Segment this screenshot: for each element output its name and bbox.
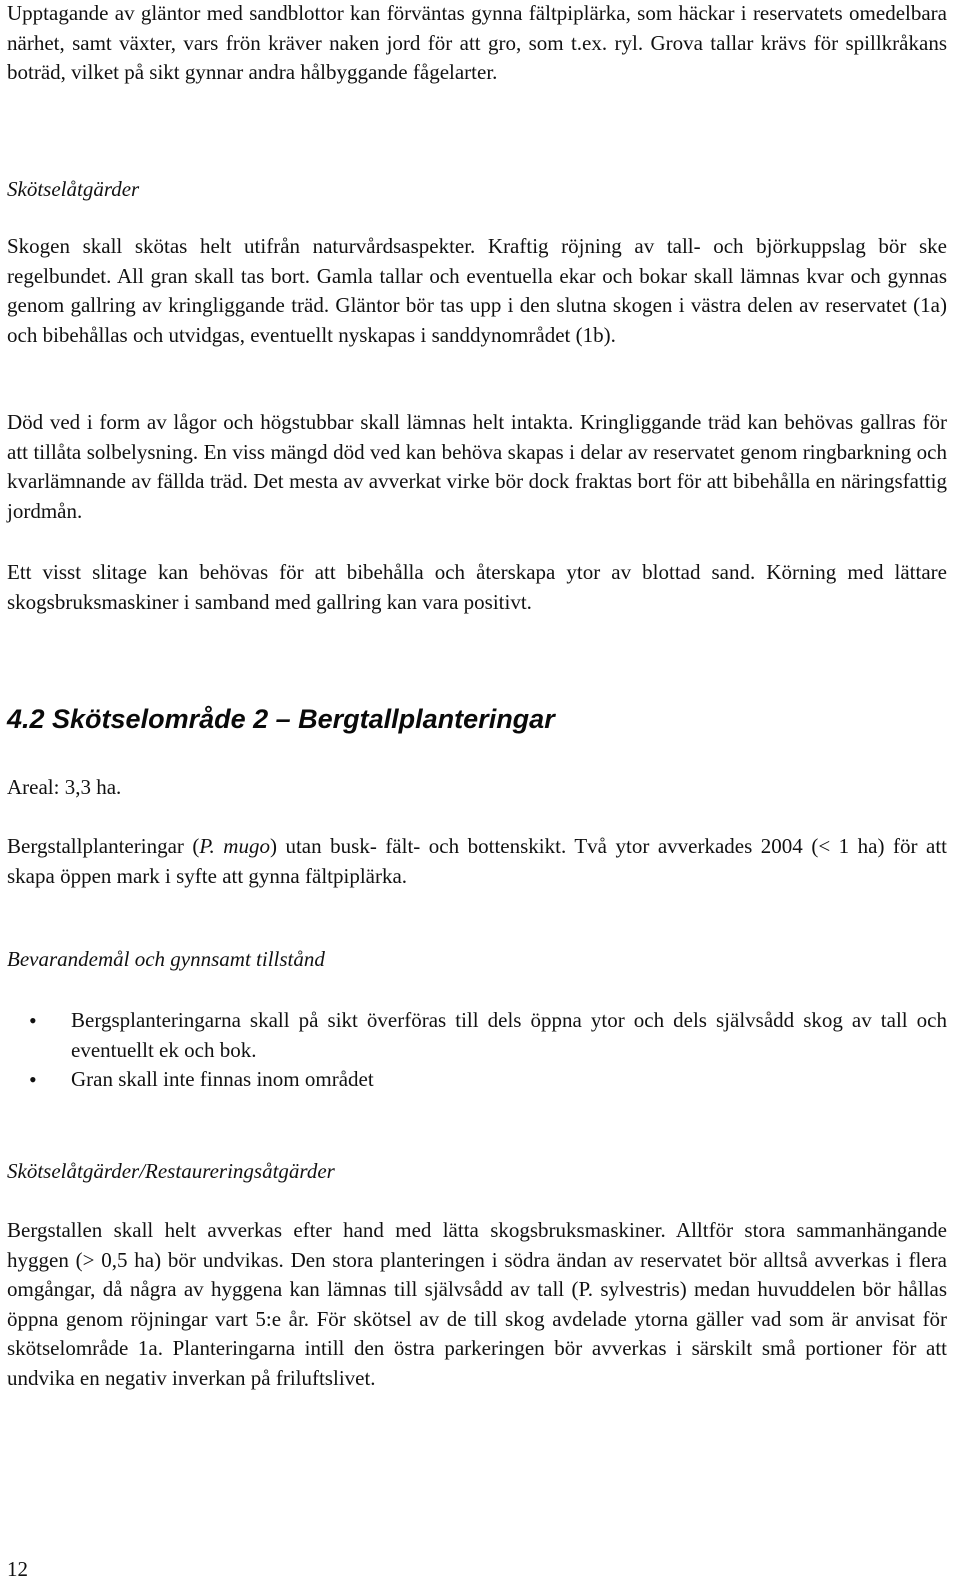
areal-block <box>7 773 947 803</box>
description-text-2: ) utan busk- fält- och bottenskikt. Två ytor avverkades 2004 (< 1 ha) för att skapa öppen mark i syfte att gynna fältpiplärka. <box>7 834 947 888</box>
page-number: 12 <box>7 1557 28 1581</box>
bullet-dot-icon: • <box>29 1008 37 1033</box>
section-heading-restaurering: Skötselåtgärder/Restaureringsåtgärder <box>7 1159 335 1183</box>
measures-paragraph: Bergstallen skall helt avverkas efter hand med lätta skogsbruksmaskiner. Alltför stora sammanhängande hyggen (> 0,5 ha) bör undvikas. Den stora planteringen i södra ändan av reservatet bör alltså avverkas i flera omgångar, då några av hyggena kan lämnas till självsådd av tall (P. sylvestris) medan huvuddelen bör hållas öppna genom röjningar vart 5:e år. För skötsel av de till skog avdelade ytorna gäller vad som är anvisat för skötselområde 1a. Planteringarna intill den östra parkeringen bör avverkas i särskilt små portioner för att undvika en negativ inverkan på friluftslivet. <box>7 1218 947 1390</box>
skotsel-paragraph-2: Död ved i form av lågor och högstubbar skall lämnas helt intakta. Kringliggande träd kan behövas gallras för att tillåta solbelysning. En viss mängd död ved kan behöva skapas i delar av reservatet genom ringbarkning och kvarlämnande av fällda träd. Det mesta av avverkat virke bör dock fraktas bort för att bibehålla en näringsfattig jordmån. <box>7 410 947 523</box>
species-name-pmugo: P. mugo <box>199 834 270 858</box>
section-heading-skotselatgarder: Skötselåtgärder <box>7 177 140 201</box>
measures-paragraph-block <box>7 1216 947 1393</box>
section-title-4-2: 4.2 Skötselområde 2 – Bergtallplanteringar <box>7 704 555 734</box>
goal-heading-block <box>7 945 947 975</box>
bullet-dot-icon: • <box>29 1067 37 1092</box>
section-heading-bevarandemal: Bevarandemål och gynnsamt tillstånd <box>7 947 325 971</box>
section1-heading-block <box>7 175 947 205</box>
description-paragraph <box>7 832 947 891</box>
section1-p2-block <box>7 408 947 526</box>
areal-line: Areal: 3,3 ha. <box>7 775 122 799</box>
intro-paragraph-block <box>7 0 947 88</box>
bullet-item-text: Gran skall inte finnas inom området <box>71 1067 374 1091</box>
bullet-item-text: Bergsplanteringarna skall på sikt överföras till dels öppna ytor och dels självsådd skog av tall och eventuellt ek och bok. <box>71 1008 947 1062</box>
skotsel-paragraph-3: Ett visst slitage kan behövas för att bibehålla och återskapa ytor av blottad sand. Körning med lättare skogsbruksmaskiner i samband med gallring kan vara positivt. <box>7 560 947 614</box>
skotsel-paragraph-1: Skogen skall skötas helt utifrån naturvårdsaspekter. Kraftig röjning av tall- och björkuppslag bör ske regelbundet. All gran skall tas bort. Gamla tallar och eventuella ekar och bokar skall lämnas kvar och gynnas genom gallring av kringliggande träd. Gläntor bör tas upp i den slutna skogen i västra delen av reservatet (1a) och bibehållas och utvidgas, eventuellt nyskapas i sanddynområdet (1b). <box>7 234 947 347</box>
bullet-item <box>7 1006 947 1065</box>
intro-paragraph: Upptagande av gläntor med sandblottor kan förväntas gynna fältpiplärka, som häckar i reservatets omedelbara närhet, samt växter, vars frön kräver naken jord för att gro, som t.ex. ryl. Grova tallar krävs för spillkråkans boträd, vilket på sikt gynnar andra hålbyggande fågelarter. <box>7 1 947 84</box>
description-block <box>7 832 947 891</box>
bullet-item <box>7 1065 947 1095</box>
goal-bullet-list <box>7 1006 947 1095</box>
description-text-1: Bergstallplanteringar ( <box>7 834 200 858</box>
section1-p3-block <box>7 558 947 617</box>
measures-heading-block <box>7 1157 947 1187</box>
section1-p1-block <box>7 232 947 350</box>
